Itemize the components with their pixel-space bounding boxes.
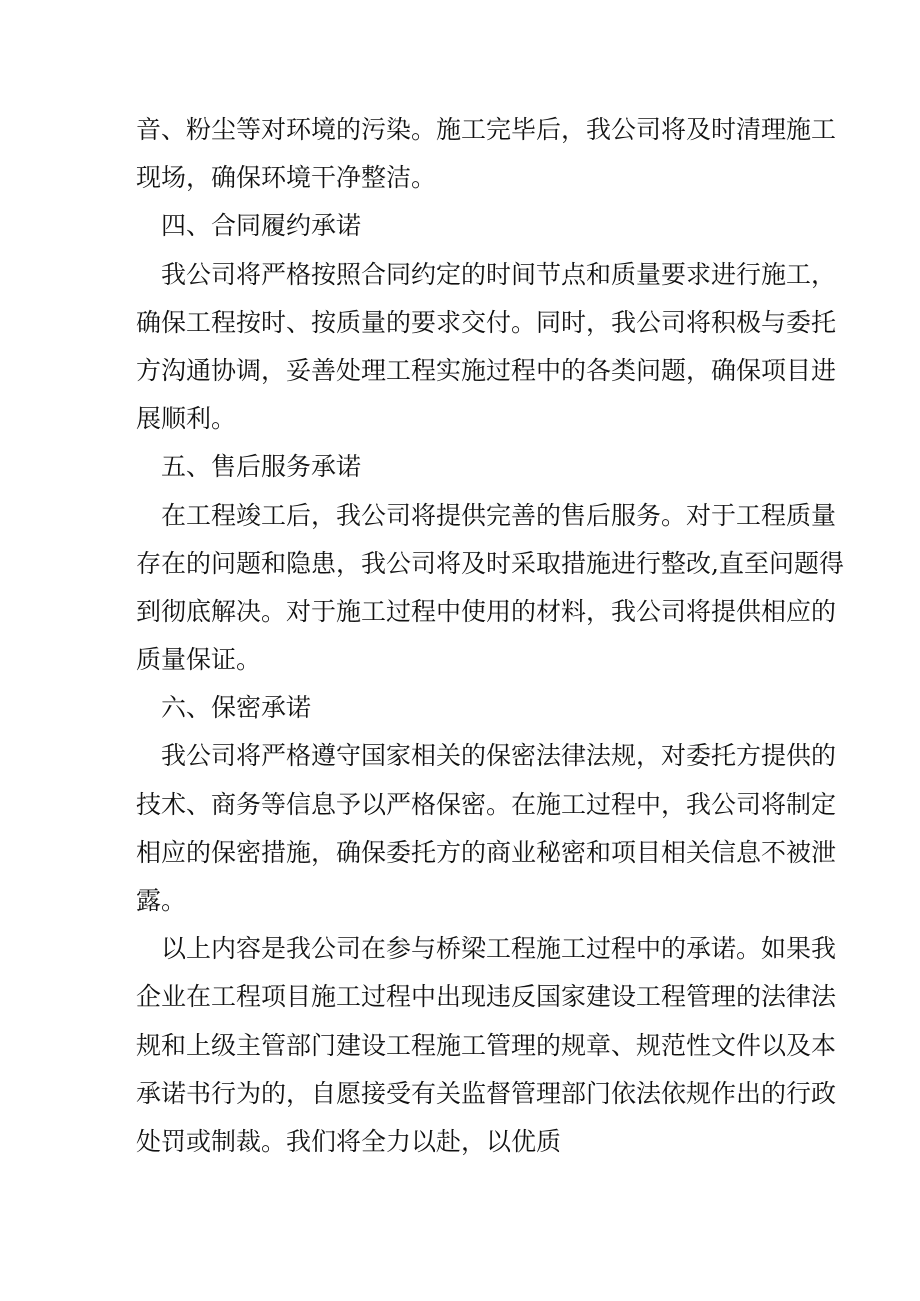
paragraph-line: 展顺利。 <box>136 404 237 434</box>
paragraph-line: 存在的问题和隐患，我公司将及时采取措施进行整改,直至问题得 <box>136 548 844 578</box>
paragraph-line: 我公司将严格按照合同约定的时间节点和质量要求进行施工， <box>161 259 837 289</box>
paragraph-line: 我公司将严格遵守国家相关的保密法律法规，对委托方提供的 <box>161 741 837 771</box>
paragraph-line: 处罚或制裁。我们将全力以赴，以优质 <box>136 1126 562 1156</box>
section-heading: 四、合同履约承诺 <box>161 211 362 241</box>
section-heading: 六、保密承诺 <box>161 693 312 723</box>
section-heading: 五、售后服务承诺 <box>161 452 362 482</box>
paragraph-line: 质量保证。 <box>136 645 262 675</box>
paragraph-line: 到彻底解决。对于施工过程中使用的材料，我公司将提供相应的 <box>136 596 837 626</box>
paragraph-line: 以上内容是我公司在参与桥梁工程施工过程中的承诺。如果我 <box>161 934 837 964</box>
paragraph-line: 相应的保密措施，确保委托方的商业秘密和项目相关信息不被泄 <box>136 837 837 867</box>
paragraph-line: 企业在工程项目施工过程中出现违反国家建设工程管理的法律法 <box>136 982 837 1012</box>
paragraph-line: 在工程竣工后，我公司将提供完善的售后服务。对于工程质量 <box>161 500 837 530</box>
paragraph-line: 音、粉尘等对环境的污染。施工完毕后，我公司将及时清理施工 <box>136 115 837 144</box>
document-body <box>136 106 844 1166</box>
paragraph-line: 承诺书行为的，自愿接受有关监督管理部门依法依规作出的行政 <box>136 1078 837 1108</box>
paragraph-line: 确保工程按时、按质量的要求交付。同时，我公司将积极与委托 <box>136 307 837 337</box>
paragraph-line: 现场，确保环境干净整洁。 <box>136 163 437 193</box>
paragraph-line: 规和上级主管部门建设工程施工管理的规章、规范性文件以及本 <box>136 1030 837 1060</box>
paragraph-line: 露。 <box>136 886 187 915</box>
paragraph-line: 技术、商务等信息予以严格保密。在施工过程中，我公司将制定 <box>136 789 837 819</box>
paragraph-line: 方沟通协调，妥善处理工程实施过程中的各类问题，确保项目进 <box>136 355 837 385</box>
